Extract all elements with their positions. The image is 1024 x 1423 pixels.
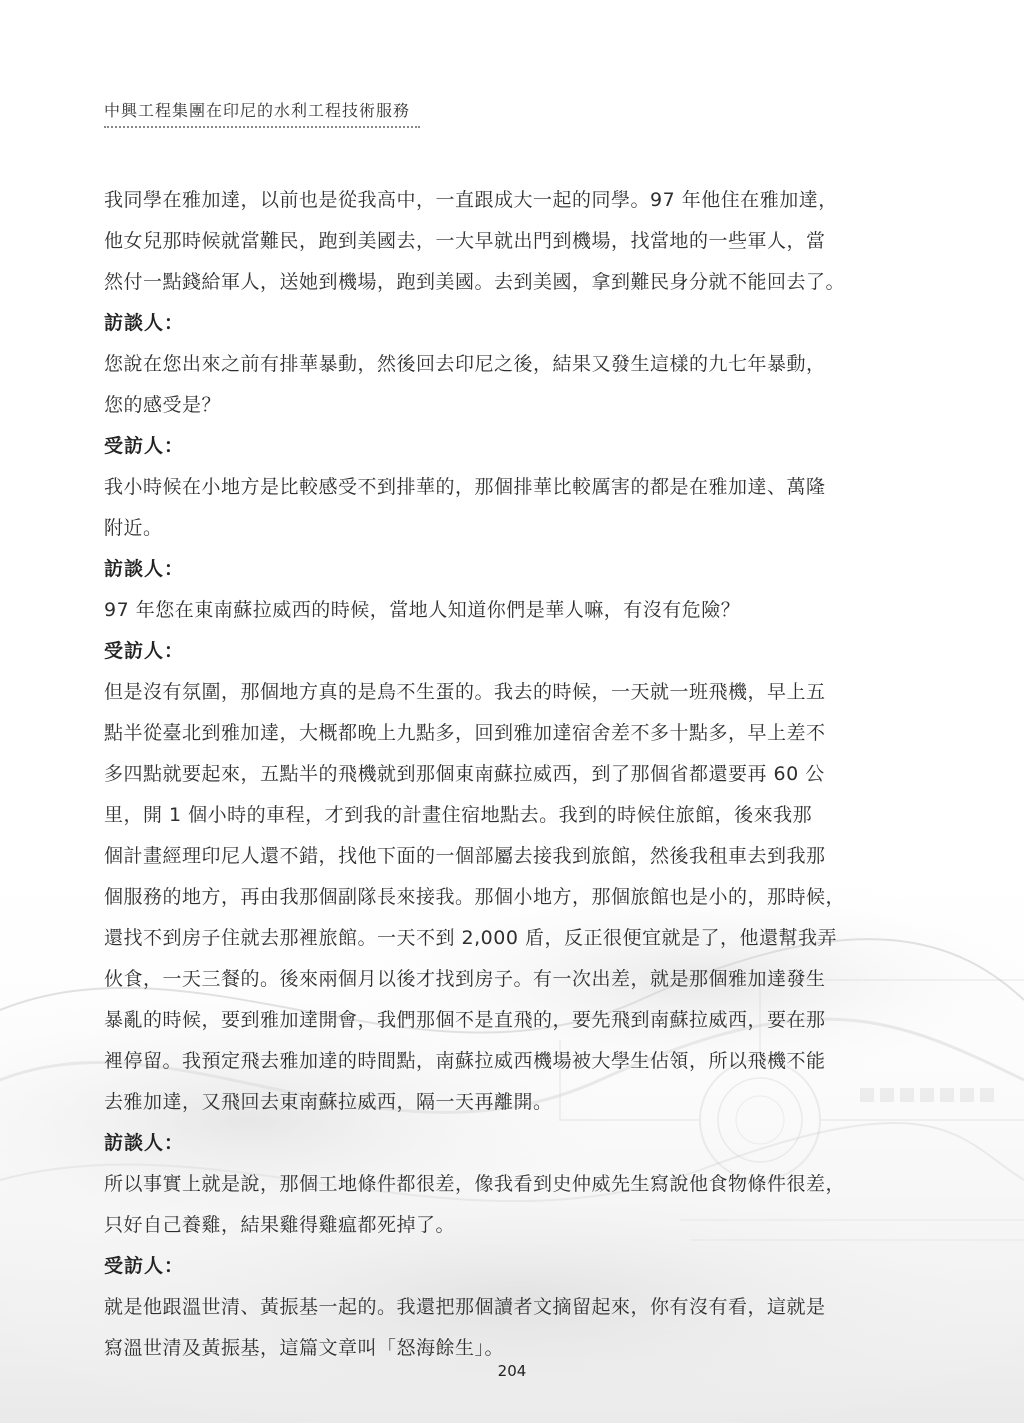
text-line: 您說在您出來之前有排華暴動，然後回去印尼之後，結果又發生這樣的九七年暴動，: [104, 353, 826, 375]
speech-text: [104, 1287, 918, 1369]
text-line: 里，開 1 個小時的車程，才到我的計畫住宿地點去。我到的時候住旅館，後來我那: [104, 804, 813, 826]
text-line: 附近。: [104, 517, 163, 539]
text-line: 個計畫經理印尼人還不錯，找他下面的一個部屬去接我到旅館，然後我租車去到我那: [104, 845, 826, 867]
text-line: 個服務的地方，再由我那個副隊長來接我。那個小地方，那個旅館也是小的，那時候，: [104, 886, 846, 908]
text-line: 點半從臺北到雅加達，大概都晚上九點多，回到雅加達宿舍差不多十點多，早上差不: [104, 722, 826, 744]
text-line: 但是沒有氛圍，那個地方真的是鳥不生蛋的。我去的時候，一天就一班飛機，早上五: [104, 681, 826, 703]
speech-text: [104, 344, 918, 426]
text-line: 只好自己養雞，結果雞得雞瘟都死掉了。: [104, 1214, 456, 1236]
speech-text: [104, 467, 918, 549]
speaker-label-interviewee: 受訪人：: [104, 435, 185, 457]
text-line: 您的感受是？: [104, 394, 222, 416]
running-header: [104, 100, 420, 128]
speech-text: [104, 672, 918, 1123]
header-title: 中興工程集團在印尼的水利工程技術服務: [104, 100, 420, 128]
text-line: 多四點就要起來，五點半的飛機就到那個東南蘇拉威西，到了那個省都還要再 60 公: [104, 763, 825, 785]
text-line: 我小時候在小地方是比較感受不到排華的，那個排華比較厲害的都是在雅加達、萬隆: [104, 476, 826, 498]
speaker-label-interviewer: 訪談人：: [104, 312, 185, 334]
transcript-block-2: [104, 303, 918, 426]
speech-text: [104, 1164, 918, 1246]
text-line: 就是他跟溫世清、黃振基一起的。我還把那個讀者文摘留起來，你有沒有看，這就是: [104, 1296, 826, 1318]
transcript-block-6: [104, 1123, 918, 1246]
speaker-label-interviewer: 訪談人：: [104, 1132, 185, 1154]
speaker-label-interviewee: 受訪人：: [104, 640, 185, 662]
text-line: 伙食，一天三餐的。後來兩個月以後才找到房子。有一次出差，就是那個雅加達發生: [104, 968, 826, 990]
text-line: 97 年您在東南蘇拉威西的時候，當地人知道你們是華人嘛，有沒有危險？: [104, 599, 741, 621]
transcript-block-4: [104, 549, 918, 631]
transcript-block-7: [104, 1246, 918, 1369]
transcript-block-1: [104, 180, 918, 303]
page-number: 204: [497, 1362, 527, 1380]
text-line: 還找不到房子住就去那裡旅館。一天不到 2,000 盾，反正很便宜就是了，他還幫我弄: [104, 927, 837, 949]
text-line: 暴亂的時候，要到雅加達開會，我們那個不是直飛的，要先飛到南蘇拉威西，要在那: [104, 1009, 826, 1031]
speaker-label-interviewer: 訪談人：: [104, 558, 185, 580]
speech-text: [104, 180, 918, 303]
text-line: 去雅加達，又飛回去東南蘇拉威西，隔一天再離開。: [104, 1091, 553, 1113]
text-line: 寫溫世清及黃振基，這篇文章叫「怒海餘生」。: [104, 1337, 505, 1359]
interview-transcript: [104, 180, 918, 1369]
text-line: 裡停留。我預定飛去雅加達的時間點，南蘇拉威西機場被大學生佔領，所以飛機不能: [104, 1050, 826, 1072]
transcript-block-3: [104, 426, 918, 549]
speech-text: [104, 590, 918, 631]
text-line: 我同學在雅加達，以前也是從我高中，一直跟成大一起的同學。97 年他住在雅加達，: [104, 189, 838, 211]
text-line: 然付一點錢給軍人，送她到機場，跑到美國。去到美國，拿到難民身分就不能回去了。: [104, 271, 846, 293]
speaker-label-interviewee: 受訪人：: [104, 1255, 185, 1277]
transcript-block-5: [104, 631, 918, 1123]
text-line: 他女兒那時候就當難民，跑到美國去，一大早就出門到機場，找當地的一些軍人，當: [104, 230, 826, 252]
text-line: 所以事實上就是說，那個工地條件都很差，像我看到史仲威先生寫說他食物條件很差，: [104, 1173, 846, 1195]
